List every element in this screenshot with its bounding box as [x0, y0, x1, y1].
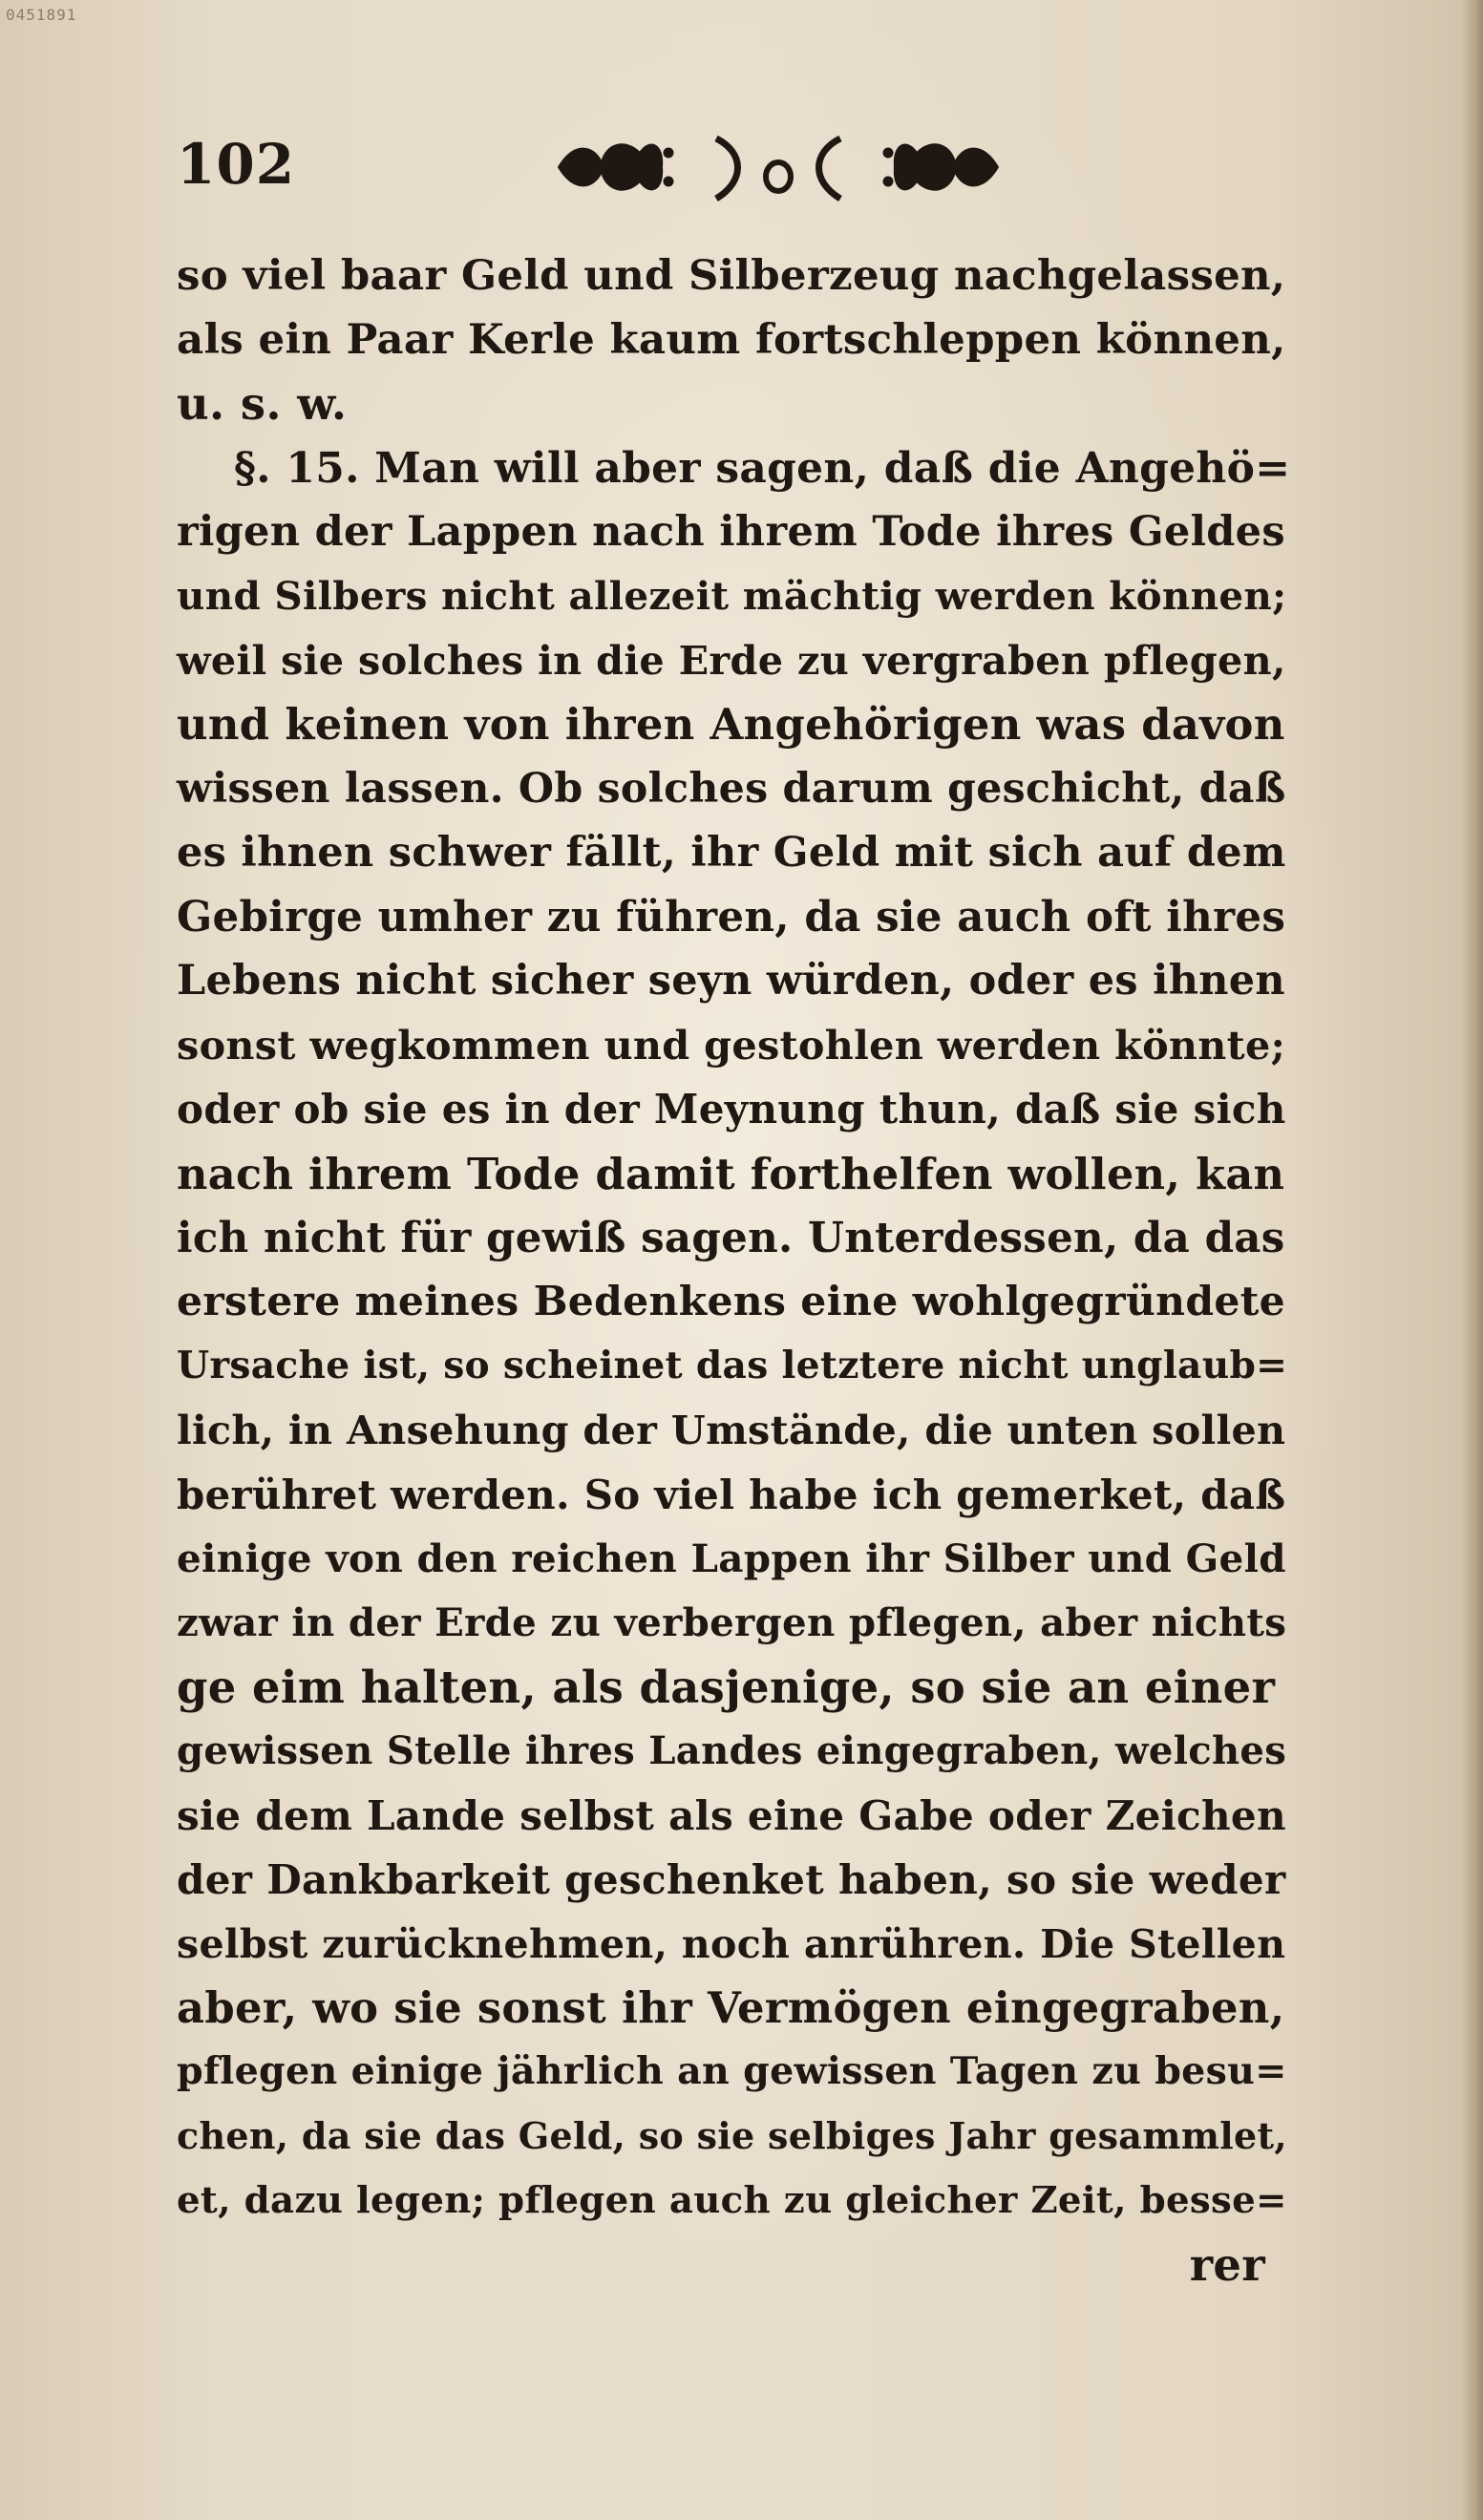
text-line: gewissen Stelle ihres Landes eingegraben, welches: [177, 1728, 1287, 1774]
page-number: 102: [177, 132, 296, 197]
text-line: und keinen von ihren Angehörigen was davon: [177, 699, 1285, 751]
text-line: lich, in Ansehung der Umstände, die unten sollen: [177, 1407, 1286, 1454]
text-line: u. s. w.: [177, 377, 348, 431]
header-ornament-icon: [549, 124, 1007, 210]
text-line: sie dem Lande selbst als eine Gabe oder Zeichen: [177, 1790, 1286, 1839]
body-text: [177, 244, 1323, 2297]
text-line: und Silbers nicht allezeit mächtig werden können;: [177, 572, 1287, 619]
text-line: rigen der Lappen nach ihrem Tode ihres Geldes: [177, 507, 1285, 556]
section-15-start: §. 15. Man will aber sagen, daß die Angehö=: [234, 443, 1291, 493]
text-line: so viel baar Geld und Silberzeug nachgelassen,: [177, 251, 1286, 300]
text-line: ich nicht für gewiß sagen. Unterdessen, da das: [177, 1213, 1285, 1262]
scan-id-stamp: 0451891: [6, 6, 77, 24]
text-line: Ursache ist, so scheinet das letztere nicht unglaub=: [177, 1344, 1288, 1388]
text-line: zwar in der Erde zu verbergen pflegen, aber nichts: [177, 1599, 1287, 1645]
text-line: sonst wegkommen und gestohlen werden könnte;: [177, 1022, 1286, 1069]
running-header: [177, 124, 1323, 220]
text-line: Lebens nicht sicher seyn würden, oder es ihnen: [177, 957, 1285, 1006]
text-line: einige von den reichen Lappen ihr Silber und Geld: [177, 1535, 1286, 1581]
text-line: et, dazu legen; pflegen auch zu gleicher Zeit, besse=: [177, 2178, 1287, 2222]
text-line: wissen lassen. Ob solches darum geschicht, daß: [177, 764, 1286, 813]
text-line: als ein Paar Kerle kaum fortschleppen können,: [177, 315, 1286, 365]
page-edge: [1462, 0, 1483, 2520]
catchword: rer: [1189, 2237, 1265, 2291]
text-line: nach ihrem Tode damit forthelfen wollen, kan: [177, 1148, 1285, 1199]
text-line: erstere meines Bedenkens eine wohlgegründete: [177, 1278, 1285, 1325]
text-line: chen, da sie das Geld, so sie selbiges Jahr gesammlet,: [177, 2114, 1287, 2158]
text-line: Gebirge umher zu führen, da sie auch oft ihres: [177, 892, 1286, 942]
text-line: selbst zurücknehmen, noch anrühren. Die Stellen: [177, 1919, 1286, 1967]
text-line: berühret werden. So viel habe ich gemerket, daß: [177, 1471, 1286, 1518]
text-line: oder ob sie es in der Meynung thun, daß sie sich: [177, 1086, 1286, 1133]
text-line: der Dankbarkeit geschenket haben, so sie weder: [177, 1854, 1286, 1903]
text-line: aber, wo sie sonst ihr Vermögen eingegraben,: [177, 1982, 1285, 2034]
text-line: ge eim halten, als dasjenige, so sie an einer: [177, 1661, 1276, 1714]
text-line: es ihnen schwer fällt, ihr Geld mit sich auf dem: [177, 828, 1286, 877]
text-line: pflegen einige jährlich an gewissen Tagen zu besu=: [177, 2049, 1287, 2094]
text-line: weil sie solches in die Erde zu vergraben pflegen,: [177, 637, 1286, 685]
